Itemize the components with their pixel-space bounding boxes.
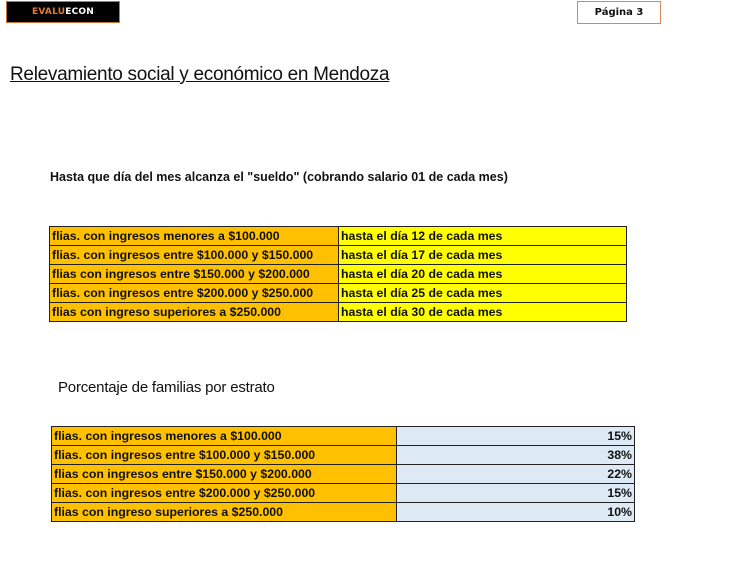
stratum-label-cell: flias. con ingresos entre $100.000 y $150.000 <box>52 446 397 465</box>
page-title: Relevamiento social y económico en Mendoza <box>10 64 390 85</box>
day-value-cell: hasta el día 12 de cada mes <box>339 227 627 246</box>
logo-text-econ: ECON <box>65 7 94 17</box>
table-row <box>52 484 635 503</box>
table-row <box>50 284 627 303</box>
table-row <box>50 265 627 284</box>
percent-value-cell: 15% <box>397 427 635 446</box>
table-row <box>52 503 635 522</box>
table-row <box>50 303 627 322</box>
table-row <box>52 427 635 446</box>
table-row <box>50 246 627 265</box>
stratum-label-cell: flias. con ingresos menores a $100.000 <box>50 227 339 246</box>
table-row <box>52 446 635 465</box>
stratum-label-cell: flias. con ingresos entre $100.000 y $150.000 <box>50 246 339 265</box>
table-row <box>50 227 627 246</box>
evaluecon-logo <box>6 1 120 23</box>
percent-value-cell: 22% <box>397 465 635 484</box>
day-value-cell: hasta el día 25 de cada mes <box>339 284 627 303</box>
section-heading-percentage: Porcentaje de familias por estrato <box>58 379 275 396</box>
salary-duration-table <box>49 226 627 322</box>
percent-value-cell: 10% <box>397 503 635 522</box>
table-row <box>52 465 635 484</box>
percent-value-cell: 15% <box>397 484 635 503</box>
section-heading-salary-duration: Hasta que día del mes alcanza el "sueldo" (cobrando salario 01 de cada mes) <box>50 170 508 184</box>
stratum-label-cell: flias. con ingresos menores a $100.000 <box>52 427 397 446</box>
percent-value-cell: 38% <box>397 446 635 465</box>
stratum-label-cell: flias con ingresos entre $150.000 y $200.000 <box>52 465 397 484</box>
stratum-label-cell: flias con ingresos entre $150.000 y $200.000 <box>50 265 339 284</box>
stratum-label-cell: flias. con ingresos entre $200.000 y $250.000 <box>52 484 397 503</box>
page-number-label: Página 3 <box>577 1 661 24</box>
day-value-cell: hasta el día 30 de cada mes <box>339 303 627 322</box>
stratum-label-cell: flias. con ingresos entre $200.000 y $250.000 <box>50 284 339 303</box>
day-value-cell: hasta el día 17 de cada mes <box>339 246 627 265</box>
stratum-label-cell: flias con ingreso superiores a $250.000 <box>50 303 339 322</box>
family-percentage-table <box>51 426 635 522</box>
logo-text-evalu: EVALU <box>32 7 66 17</box>
day-value-cell: hasta el día 20 de cada mes <box>339 265 627 284</box>
stratum-label-cell: flias con ingreso superiores a $250.000 <box>52 503 397 522</box>
